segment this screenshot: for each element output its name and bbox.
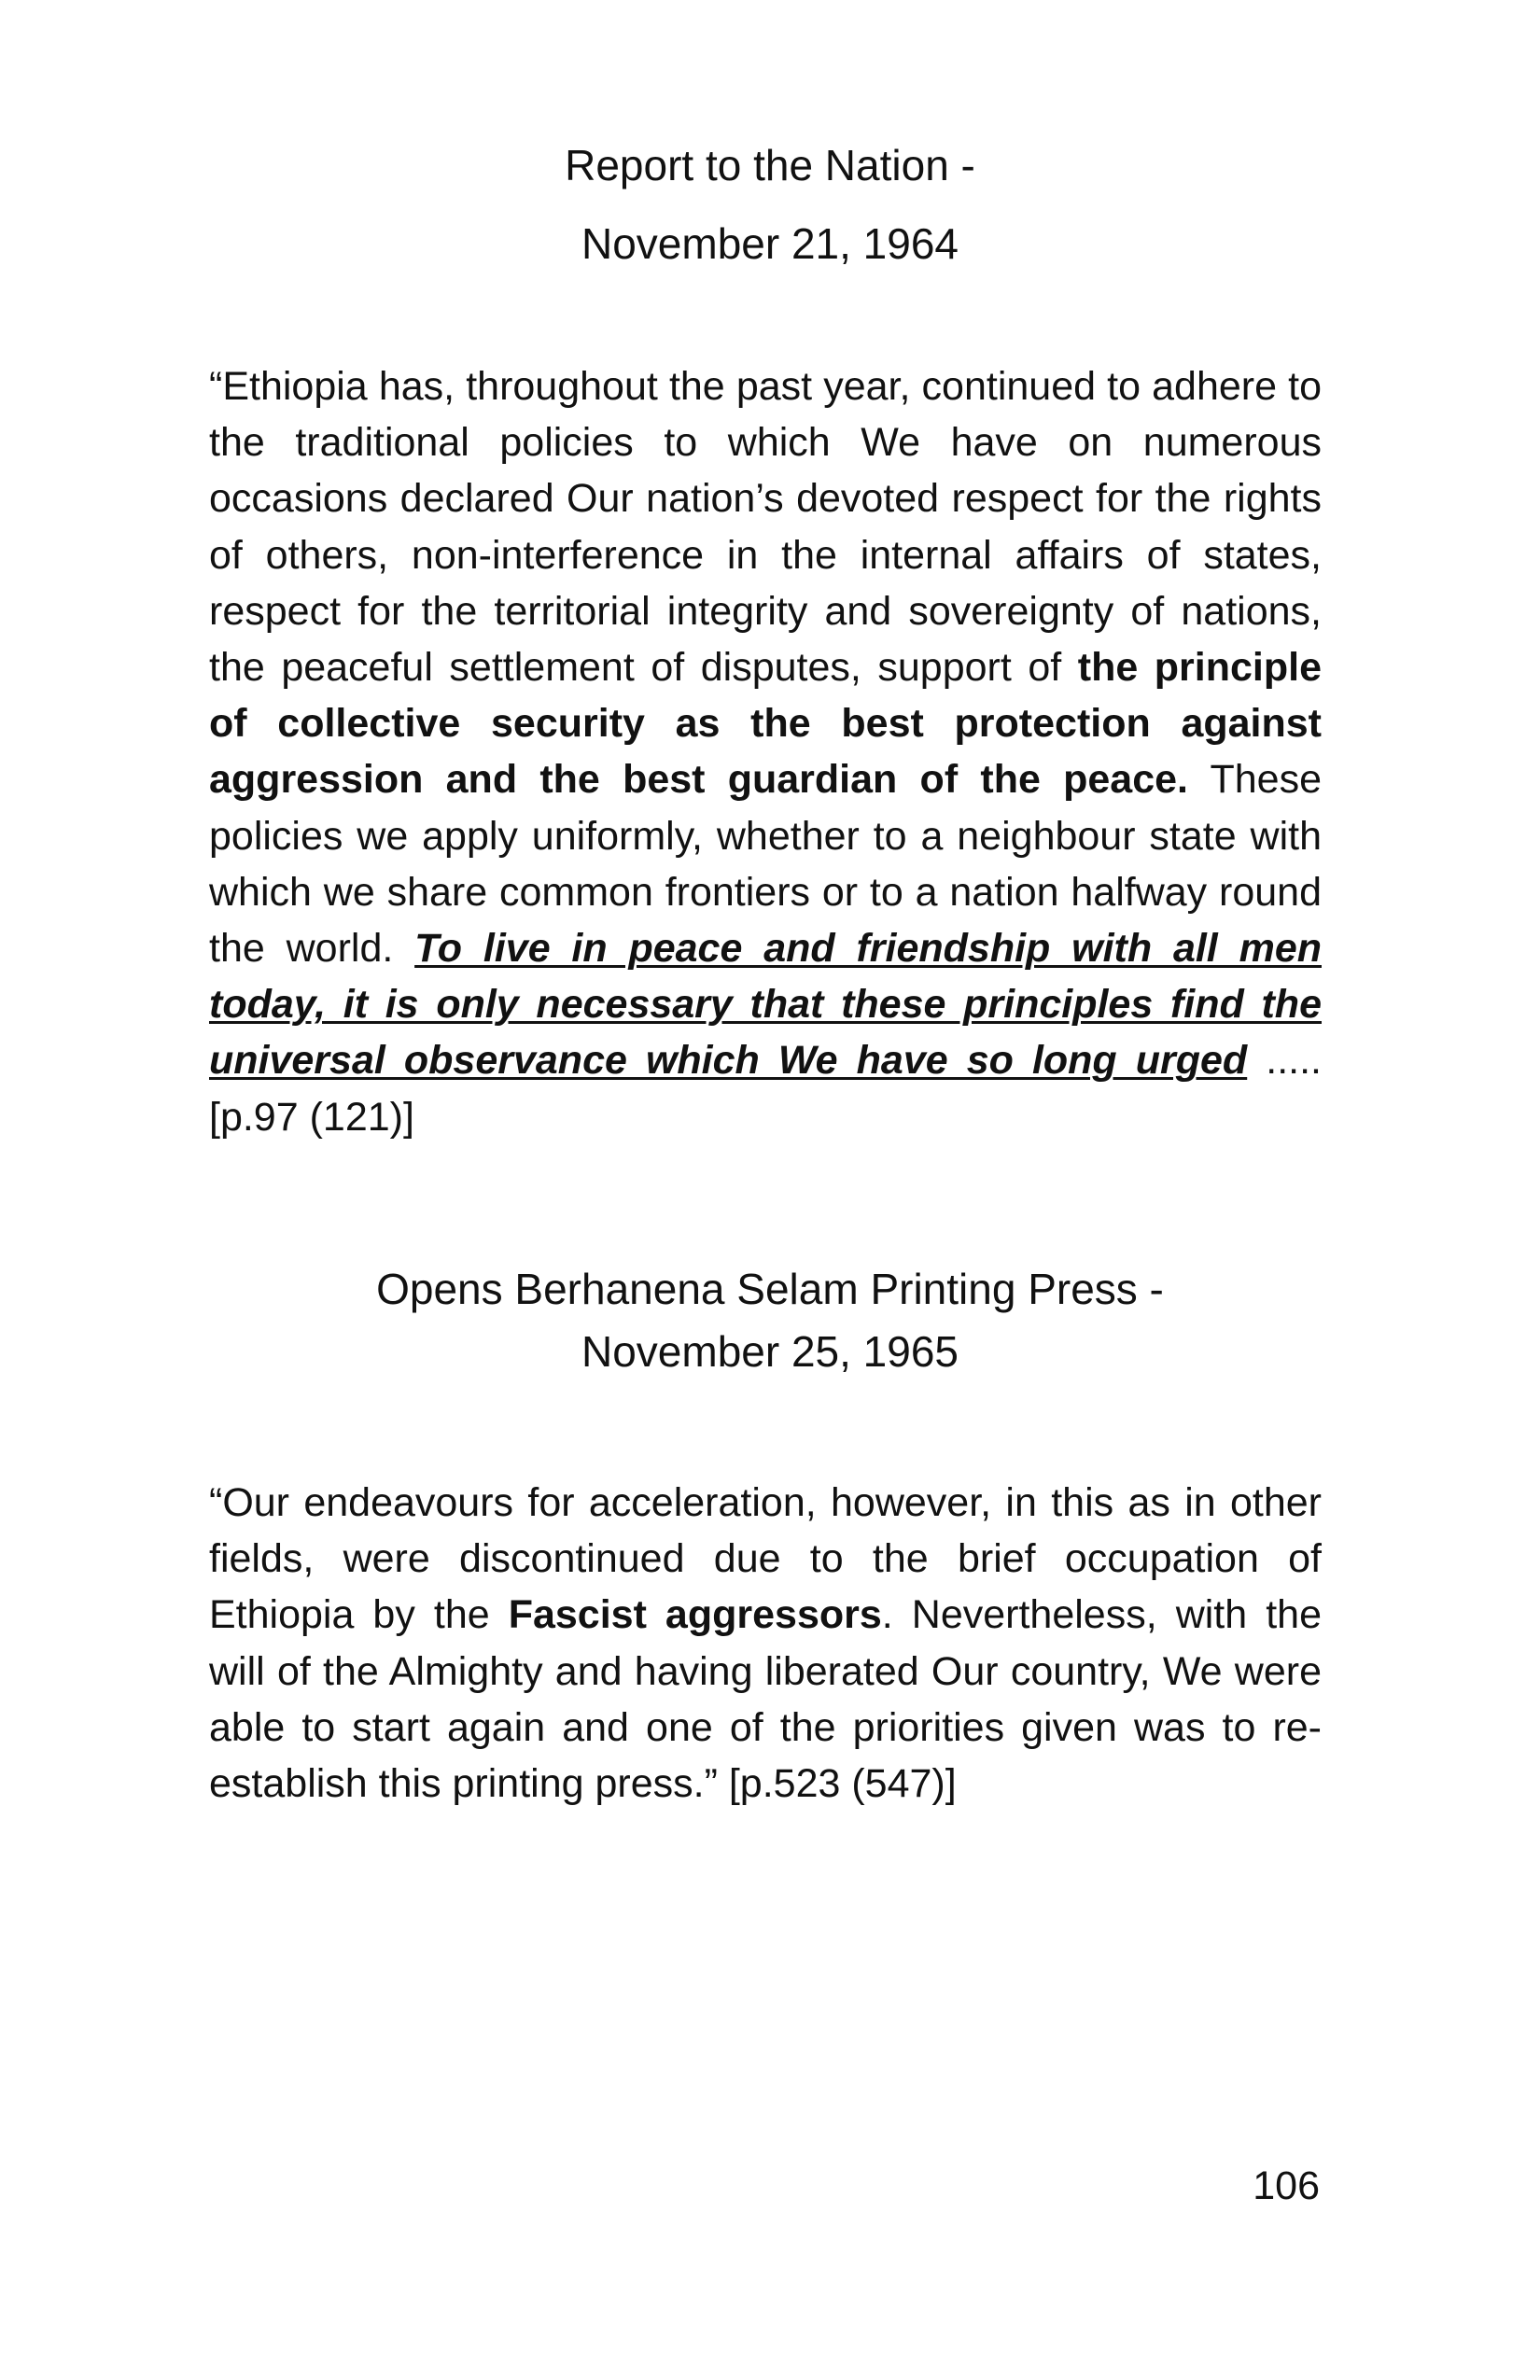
section2-quote-paragraph: [209, 1475, 1322, 1812]
section2-heading: [0, 1258, 1540, 1383]
section1-heading: [0, 126, 1540, 283]
section1-text-3: ..... [p.97 (121)]: [209, 1038, 1322, 1140]
section2-text-2: . Nevertheless, with the will of the Almighty and having liberated Our country, We were able to start again and one of the priorities given was to re-establish this printing press.” [p.523 (547)]: [209, 1592, 1322, 1807]
section1-text-1: “Ethiopia has, throughout the past year, continued to adhere to the traditional policies to which We have on numerous occasions declared Our nation’s devoted respect for the rights of others, non-interference in the internal affairs of states, respect for the territorial integrity and sovereignty of nations, the peaceful settlement of disputes, support of: [209, 364, 1322, 691]
page-number: 106: [1253, 2163, 1320, 2208]
section2-bold-1: Fascist aggressors: [508, 1592, 882, 1638]
section1-emphasis-1: To live in peace and friendship with all men today, it is only necessary that these principles find the universal observance which We have so long urged: [209, 926, 1322, 1084]
section1-bold-1: the principle of collective security as the best protection against aggression and the best guardian of the peace.: [209, 645, 1322, 803]
section2-text-1: “Our endeavours for acceleration, however, in this as in other fields, were discontinued due to the brief occupation of Ethiopia by the: [209, 1480, 1322, 1638]
section1-text-2: These policies we apply uniformly, whether to a neighbour state with which we share common frontiers or to a nation halfway round the world.: [209, 757, 1322, 972]
section1-title: Report to the Nation -: [565, 141, 975, 189]
section2-date: November 25, 1965: [581, 1327, 959, 1376]
section1-date: November 21, 1964: [581, 219, 959, 268]
section2-title: Opens Berhanena Selam Printing Press -: [376, 1265, 1164, 1313]
section1-quote-paragraph: [209, 358, 1322, 1145]
